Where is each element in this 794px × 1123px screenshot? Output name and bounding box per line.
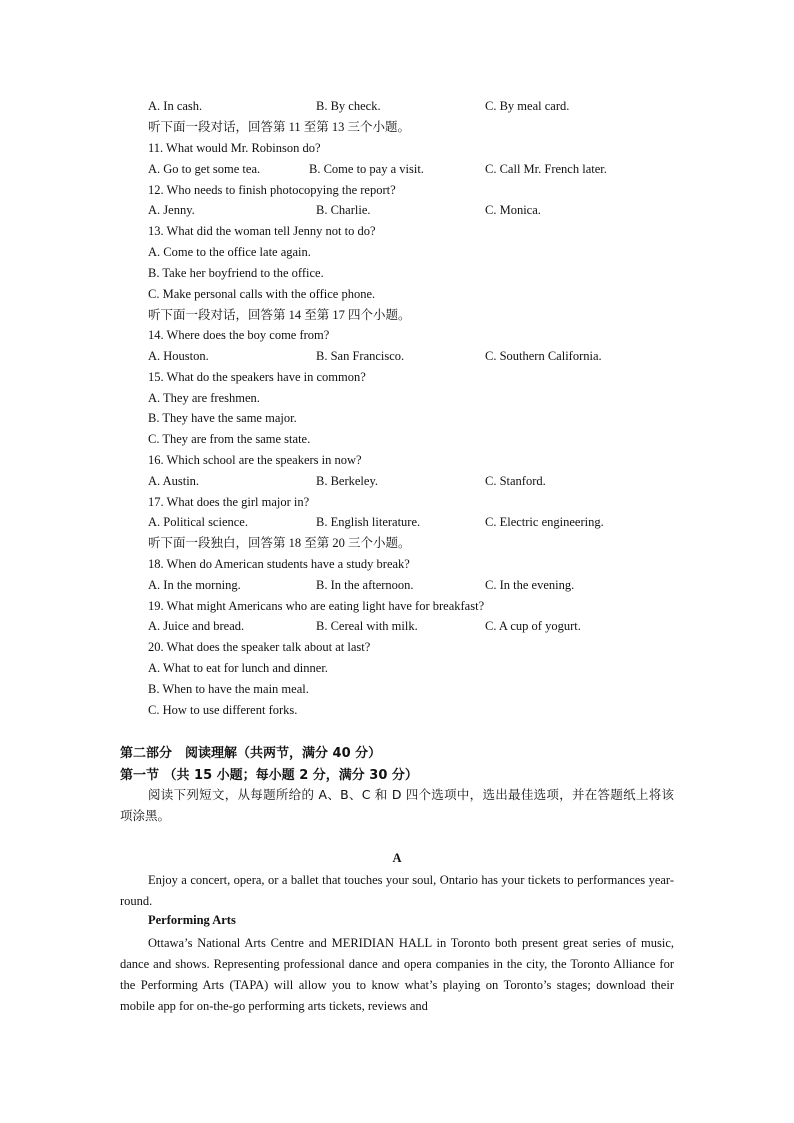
- option-b: B. Charlie.: [316, 203, 371, 217]
- option-c: C. Call Mr. French later.: [485, 162, 607, 176]
- option-a: A. Political science.: [148, 515, 248, 529]
- monologue-instruction: 听下面一段独白，回答第 18 至第 20 三个小题。: [148, 536, 411, 550]
- question-16: 16. Which school are the speakers in now?: [148, 453, 362, 467]
- option-a: A. In cash.: [148, 99, 203, 113]
- option-b: B. By check.: [316, 99, 381, 113]
- option-b: B. English literature.: [316, 515, 421, 529]
- passage-subheading: Performing Arts: [148, 913, 236, 927]
- dialog-instruction: 听下面一段对话，回答第 14 至第 17 四个小题。: [148, 308, 411, 322]
- q12-options: [148, 202, 674, 218]
- q11-options: [148, 161, 674, 177]
- q10-options: [148, 98, 674, 114]
- question-18: 18. When do American students have a study break?: [148, 557, 410, 571]
- option-b: B. When to have the main meal.: [148, 682, 309, 696]
- option-c: C. Electric engineering.: [485, 515, 604, 529]
- q18-options: [148, 577, 674, 593]
- q19-options: [148, 618, 674, 634]
- option-b: B. Come to pay a visit.: [309, 162, 424, 176]
- option-c: C. A cup of yogurt.: [485, 619, 581, 633]
- reading-instructions: 阅读下列短文，从每题所给的 A、B、C 和 D 四个选项中，选出最佳选项，并在答题纸上将该项涂黑。: [120, 787, 674, 823]
- option-a: A. They are freshmen.: [148, 391, 260, 405]
- option-a: A. What to eat for lunch and dinner.: [148, 661, 328, 675]
- dialog-instruction: 听下面一段对话，回答第 11 至第 13 三个小题。: [148, 120, 411, 134]
- option-b: B. San Francisco.: [316, 349, 405, 363]
- option-c: C. Monica.: [485, 203, 541, 217]
- part-two-heading: 第二部分 阅读理解（共两节，满分 40 分）: [120, 746, 382, 761]
- option-a: A. Go to get some tea.: [148, 162, 261, 176]
- option-a: A. Come to the office late again.: [148, 245, 311, 259]
- option-b: B. In the afternoon.: [316, 578, 414, 592]
- q14-options: [148, 348, 674, 364]
- question-17: 17. What does the girl major in?: [148, 495, 310, 509]
- question-13: 13. What did the woman tell Jenny not to do?: [148, 224, 376, 238]
- option-c: C. How to use different forks.: [148, 703, 298, 717]
- option-c: C. Stanford.: [485, 474, 546, 488]
- option-c: C. They are from the same state.: [148, 432, 311, 446]
- option-b: B. They have the same major.: [148, 411, 297, 425]
- option-a: A. Juice and bread.: [148, 619, 245, 633]
- option-c: C. In the evening.: [485, 578, 575, 592]
- option-b: B. Cereal with milk.: [316, 619, 418, 633]
- option-c: C. Make personal calls with the office phone.: [148, 287, 376, 301]
- option-b: B. Berkeley.: [316, 474, 379, 488]
- option-a: A. Houston.: [148, 349, 209, 363]
- question-19: 19. What might Americans who are eating light have for breakfast?: [148, 599, 485, 613]
- question-15: 15. What do the speakers have in common?: [148, 370, 366, 384]
- passage-body: Ottawa’s National Arts Centre and MERIDIAN HALL in Toronto both present great series of music, dance and shows. Representing professional dance and opera companies in the city, the Toronto Alliance for the Performing Arts (TAPA) will allow you to know what’s playing on Toronto’s stages; download their mobile app for on-the-go performing arts tickets, reviews and: [120, 936, 674, 1013]
- question-14: 14. Where does the boy come from?: [148, 328, 330, 342]
- question-12: 12. Who needs to finish photocopying the report?: [148, 183, 396, 197]
- passage-letter: A: [392, 851, 402, 865]
- option-b: B. Take her boyfriend to the office.: [148, 266, 324, 280]
- passage-intro: Enjoy a concert, opera, or a ballet that touches your soul, Ontario has your tickets to performances year-round.: [120, 873, 674, 908]
- option-a: A. Austin.: [148, 474, 200, 488]
- option-c: C. By meal card.: [485, 99, 570, 113]
- q16-options: [148, 473, 674, 489]
- option-a: A. Jenny.: [148, 203, 195, 217]
- q17-options: [148, 514, 674, 530]
- question-20: 20. What does the speaker talk about at last?: [148, 640, 371, 654]
- option-a: A. In the morning.: [148, 578, 241, 592]
- option-c: C. Southern California.: [485, 349, 602, 363]
- section-one-heading: 第一节 （共 15 小题；每小题 2 分，满分 30 分）: [120, 768, 418, 783]
- question-11: 11. What would Mr. Robinson do?: [148, 141, 321, 155]
